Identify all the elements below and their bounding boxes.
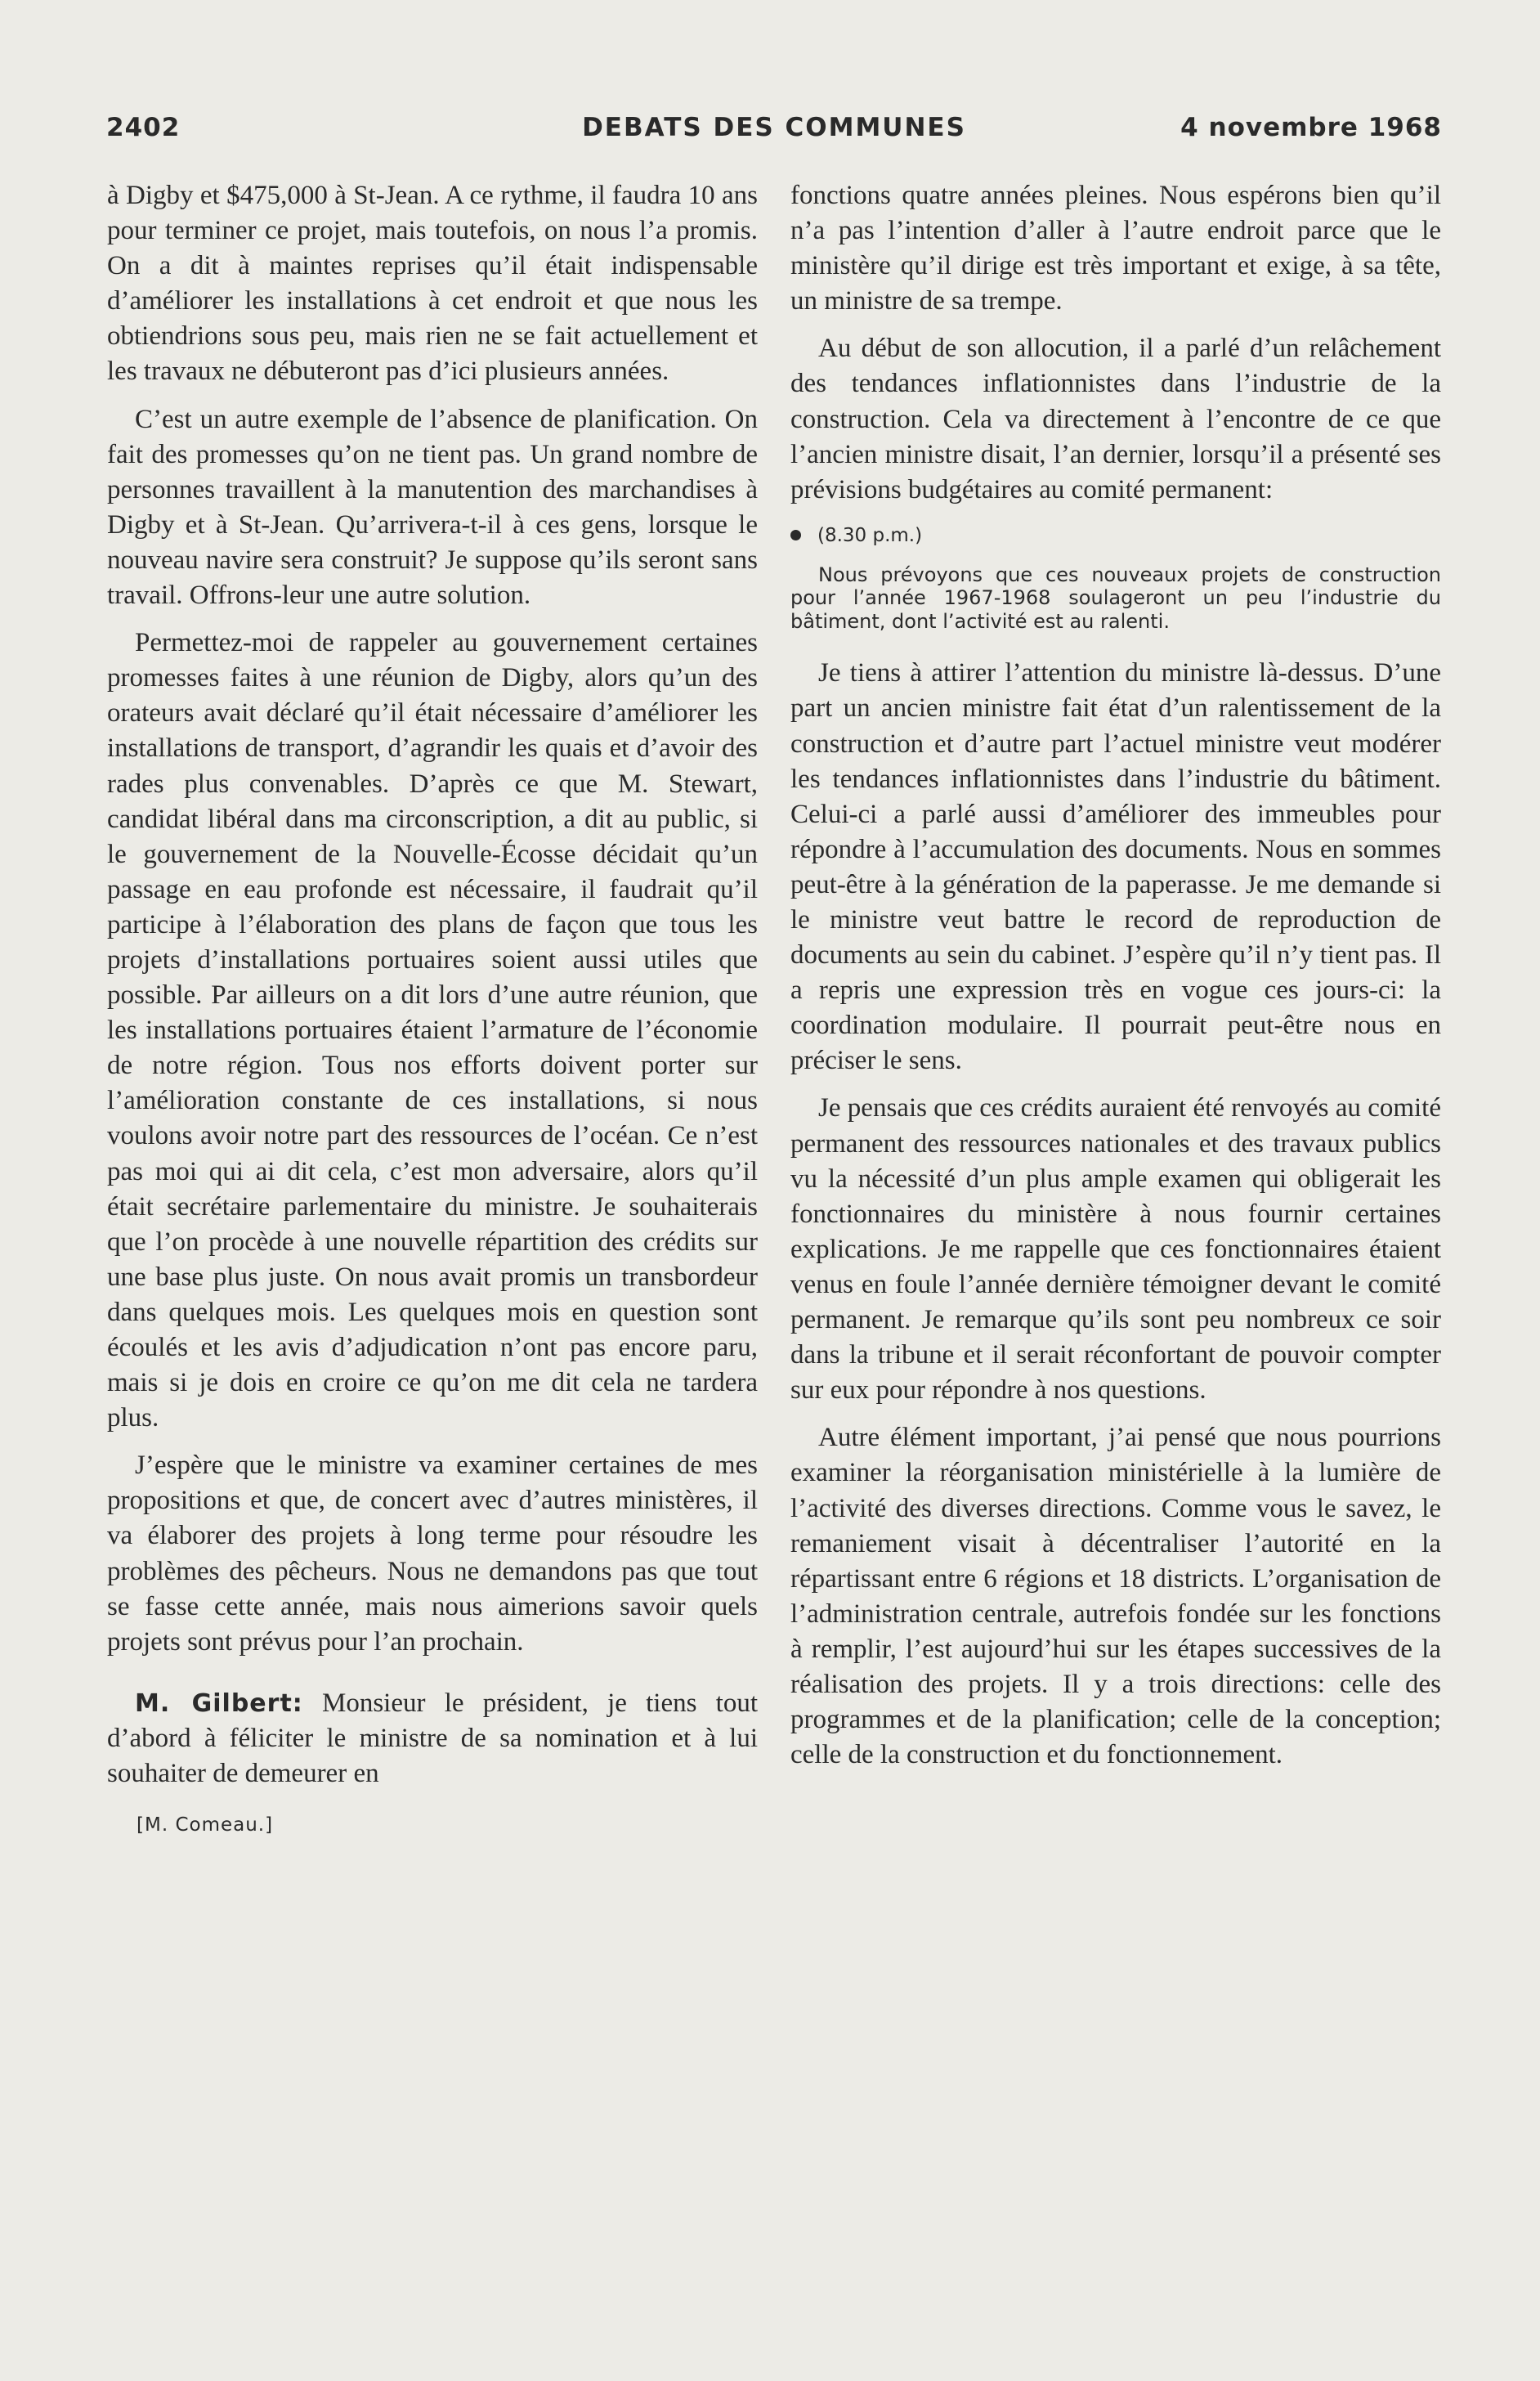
right-column <box>790 178 1441 1773</box>
speaker-attribution: [M. Comeau.] <box>137 1814 274 1836</box>
page-number: 2402 <box>106 113 181 142</box>
running-head <box>106 113 1442 154</box>
time-text: (8.30 p.m.) <box>817 524 923 546</box>
paragraph: fonctions quatre années pleines. Nous espérons bien qu’il n’a pas l’intention d’aller à l’autre endroit parce que le ministère qu’il dirige est très important et exige, à sa tête, un ministre de sa trempe. <box>790 181 1441 316</box>
publication-title: DEBATS DES COMMUNES <box>582 113 966 142</box>
issue-date: 4 novembre 1968 <box>1180 113 1442 142</box>
time-marker <box>790 519 1441 552</box>
block-quote: Nous prévoyons que ces nouveaux projets de construction pour l’année 1967-1968 soulageront un peu l’industrie du bâtiment, dont l’activité est au ralenti. <box>790 563 1441 633</box>
left-column <box>107 178 758 1843</box>
paragraph: Autre élément important, j’ai pensé que nous pourrions examiner la réorganisation ministérielle à la lumière de l’activité des diverses directions. Comme vous le savez, le remaniement visait à décentraliser l’autorité en la répartissant entre 6 régions et 18 districts. L’organisation de l’administration centrale, autrefois fondée sur les fonctions à remplir, l’est aujourd’hui sur les étapes successives de la réalisation des projets. Il y a trois directions: celle des programmes et de la planification; celle de la conception; celle de la construction et du fonctionnement. <box>790 1423 1441 1770</box>
paragraph: Je pensais que ces crédits auraient été renvoyés au comité permanent des ressources nationales et des travaux publics vu la nécessité d’un plus ample examen qui obligerait les fonctionnaires du ministère à nous fournir certaines explications. Je me rappelle que ces fonctionnaires étaient venus en foule l’année dernière témoigner devant le comité permanent. Je remarque qu’ils sont peu nombreux ce soir dans la tribune et il serait réconfortant de pouvoir compter sur eux pour répondre à nos questions. <box>790 1093 1441 1406</box>
paragraph: J’espère que le ministre va examiner certaines de mes propositions et que, de concert avec d’autres ministères, il va élaborer des projets à long terme pour résoudre les problèmes des pêcheurs. Nous ne demandons pas que tout se fasse cette année, mais nous aimerions savoir quels projets sont prévus pour l’an prochain. <box>107 1451 758 1657</box>
paragraph: à Digby et $475,000 à St-Jean. A ce rythme, il faudra 10 ans pour terminer ce projet, mais toutefois, on nous l’a promis. On a dit à maintes reprises qu’il était indispensable d’améliorer les installations à cet endroit et que nous les obtiendrions sous peu, mais rien ne se fait actuellement et les travaux ne débuteront pas d’ici plusieurs années. <box>107 181 758 387</box>
paragraph: C’est un autre exemple de l’absence de planification. On fait des promesses qu’on ne tient pas. Un grand nombre de personnes travaillent à la manutention des marchandises à Digby et à St-Jean. Qu’arrivera-t-il à ces gens, lorsque le nouveau navire sera construit? Je suppose qu’ils seront sans travail. Offrons-leur une autre solution. <box>107 404 758 611</box>
paragraph: Je tiens à attirer l’attention du ministre là-dessus. D’une part un ancien ministre fait état d’un ralentissement de la construction et d’autre part l’actuel ministre veut modérer les tendances inflationnistes dans l’industrie du bâtiment. Celui-ci a parlé aussi d’améliorer des immeubles pour répondre à l’accumulation des documents. Nous en sommes peut-être à la génération de la paperasse. Je me demande si le ministre veut battre le record de reproduction de documents au sein du cabinet. J’espère qu’il n’y tient pas. Il a repris une expression très en vogue ces jours-ci: la coordination modulaire. Il pourrait peut-être nous en préciser le sens. <box>790 658 1441 1076</box>
paragraph: Permettez-moi de rappeler au gouvernement certaines promesses faites à une réunion de Digby, alors qu’un des orateurs avait déclaré qu’il était nécessaire d’améliorer les installations de transport, d’agrandir les quais et d’avoir des rades plus convenables. D’après ce que M. Stewart, candidat libéral dans ma circonscription, a dit au public, si le gouvernement de la Nouvelle-Écosse décidait qu’un passage en eau profonde est nécessaire, il faudrait qu’il participe à l’élaboration des plans de façon que tous les projets d’installations portuaires soient aussi utiles que possible. Par ailleurs on a dit lors d’une autre réunion, que les installations portuaires étaient l’armature de l’économie de notre région. Tous nos efforts doivent porter sur l’amélioration constante de ces installations, si nous voulons avoir notre part des ressources de l’océan. Ce n’est pas moi qui ai dit cela, c’est mon adversaire, alors qu’il était secrétaire parlementaire du ministre. Je souhaiterais que l’on procède à une nouvelle répartition des crédits sur une base plus juste. On nous avait promis un transbordeur dans quelques mois. Les quelques mois en question sont écoulés et les avis d’adjudication n’ont pas encore paru, mais si je dois en croire ce qu’on me dit cela ne tardera plus. <box>107 628 758 1433</box>
bullet-icon <box>790 530 801 540</box>
speech-text: Monsieur le président, je tiens tout d’abord à féliciter le ministre de sa nomination et à lui souhaiter de demeurer en <box>107 1688 759 1789</box>
speech-paragraph <box>107 1686 758 1791</box>
paragraph: Au début de son allocution, il a parlé d’un relâchement des tendances inflationnistes dans l’industrie de la construction. Cela va directement à l’encontre de ce que l’ancien ministre disait, l’an dernier, lorsqu’il a présenté ses prévisions budgétaires au comité permanent: <box>790 334 1441 504</box>
speaker-name: M. Gilbert: <box>135 1688 303 1718</box>
